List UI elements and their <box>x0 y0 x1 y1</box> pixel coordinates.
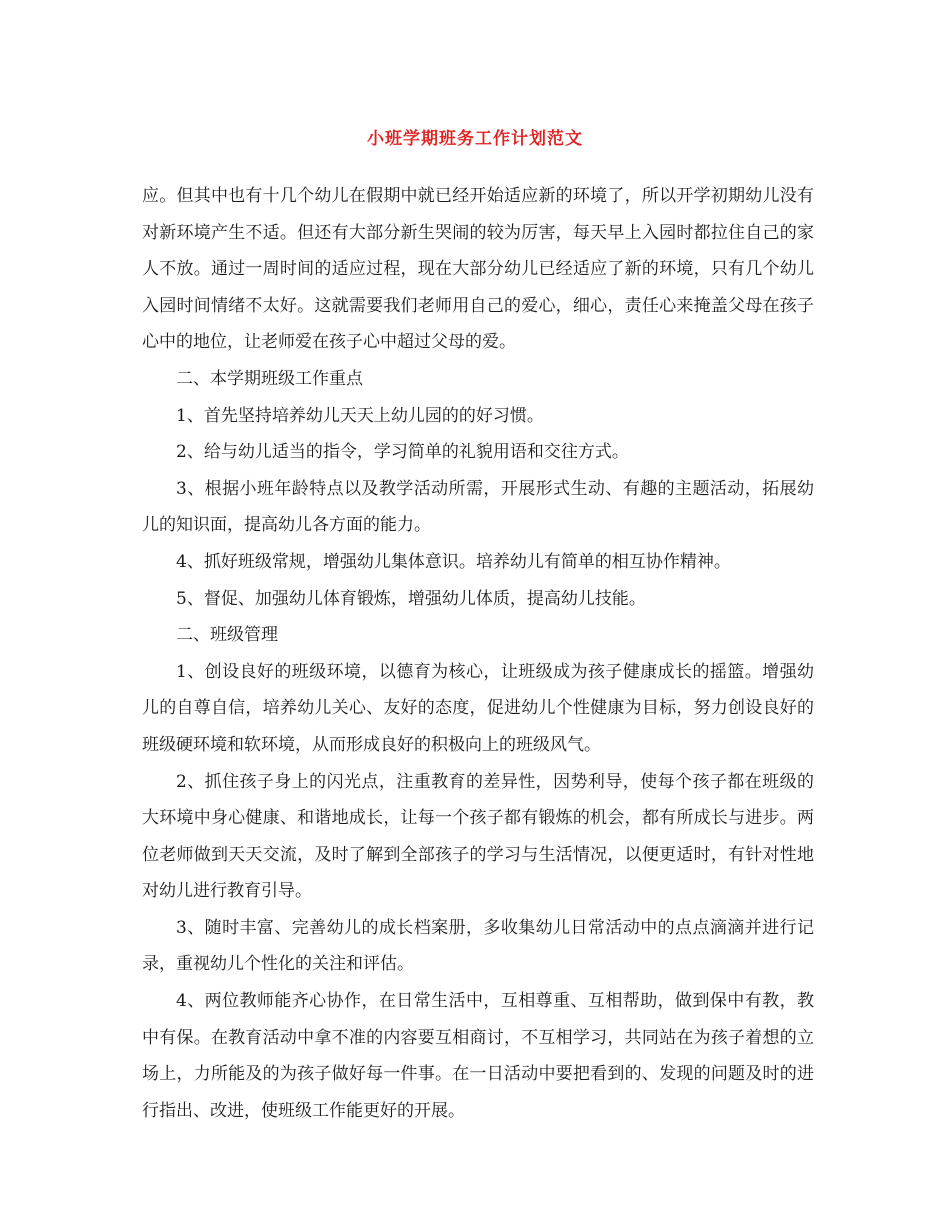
paragraph-continuation: 应。但其中也有十几个幼儿在假期中就已经开始适应新的环境了，所以开学初期幼儿没有对新环境产生不适。但还有大部分新生哭闹的较为厉害，每天早上入园时都拉住自己的家人不放。通过一周时间的适应过程，现在大部分幼儿已经适应了新的环境，只有几个幼儿入园时间情绪不太好。这就需要我们老师用自己的爱心，细心，责任心来掩盖父母在孩子心中的地位，让老师爱在孩子心中超过父母的爱。 <box>142 186 814 353</box>
section-heading-work-focus: 二、本学期班级工作重点 <box>176 368 363 389</box>
document-title: 小班学期班务工作计划范文 <box>367 129 583 149</box>
list-item-focus-4: 4、抓好班级常规，增强幼儿集体意识。培养幼儿有简单的相互协作精神。 <box>176 551 731 572</box>
list-item-management-1: 1、创设良好的班级环境，以德育为核心，让班级成为孩子健康成长的摇篮。增强幼儿的自尊自信，培养幼儿关心、友好的态度，促进幼儿个性健康为目标，努力创设良好的班级硬环境和软环境，从而形成良好的积极向上的班级风气。 <box>142 661 814 755</box>
document-body <box>142 178 814 1129</box>
list-item-focus-5: 5、督促、加强幼儿体育锻炼，增强幼儿体质，提高幼儿技能。 <box>176 588 646 609</box>
list-item-focus-2: 2、给与幼儿适当的指令，学习简单的礼貌用语和交往方式。 <box>176 442 629 463</box>
list-item-management-3: 3、随时丰富、完善幼儿的成长档案册，多收集幼儿日常活动中的点点滴滴并进行记录，重视幼儿个性化的关注和评估。 <box>142 917 814 975</box>
list-item-management-2: 2、抓住孩子身上的闪光点，注重教育的差异性，因势利导，使每个孩子都在班级的大环境中身心健康、和谐地成长，让每一个孩子都有锻炼的机会，都有所成长与进步。两位老师做到天天交流，及时了解到全部孩子的学习与生活情况，以便更适时，有针对性地对幼儿进行教育引导。 <box>142 771 814 902</box>
list-item-management-4: 4、两位教师能齐心协作，在日常生活中，互相尊重、互相帮助，做到保中有教，教中有保。在教育活动中拿不准的内容要互相商讨，不互相学习，共同站在为孩子着想的立场上，力所能及的为孩子做好每一件事。在一日活动中要把看到的、发现的问题及时的进行指出、改进，使班级工作能更好的开展。 <box>142 991 814 1121</box>
section-heading-class-management: 二、班级管理 <box>176 625 278 646</box>
list-item-focus-1: 1、首先坚持培养幼儿天天上幼儿园的的好习惯。 <box>176 405 544 426</box>
list-item-focus-3: 3、根据小班年龄特点以及教学活动所需，开展形式生动、有趣的主题活动，拓展幼儿的知识面，提高幼儿各方面的能力。 <box>142 478 814 536</box>
